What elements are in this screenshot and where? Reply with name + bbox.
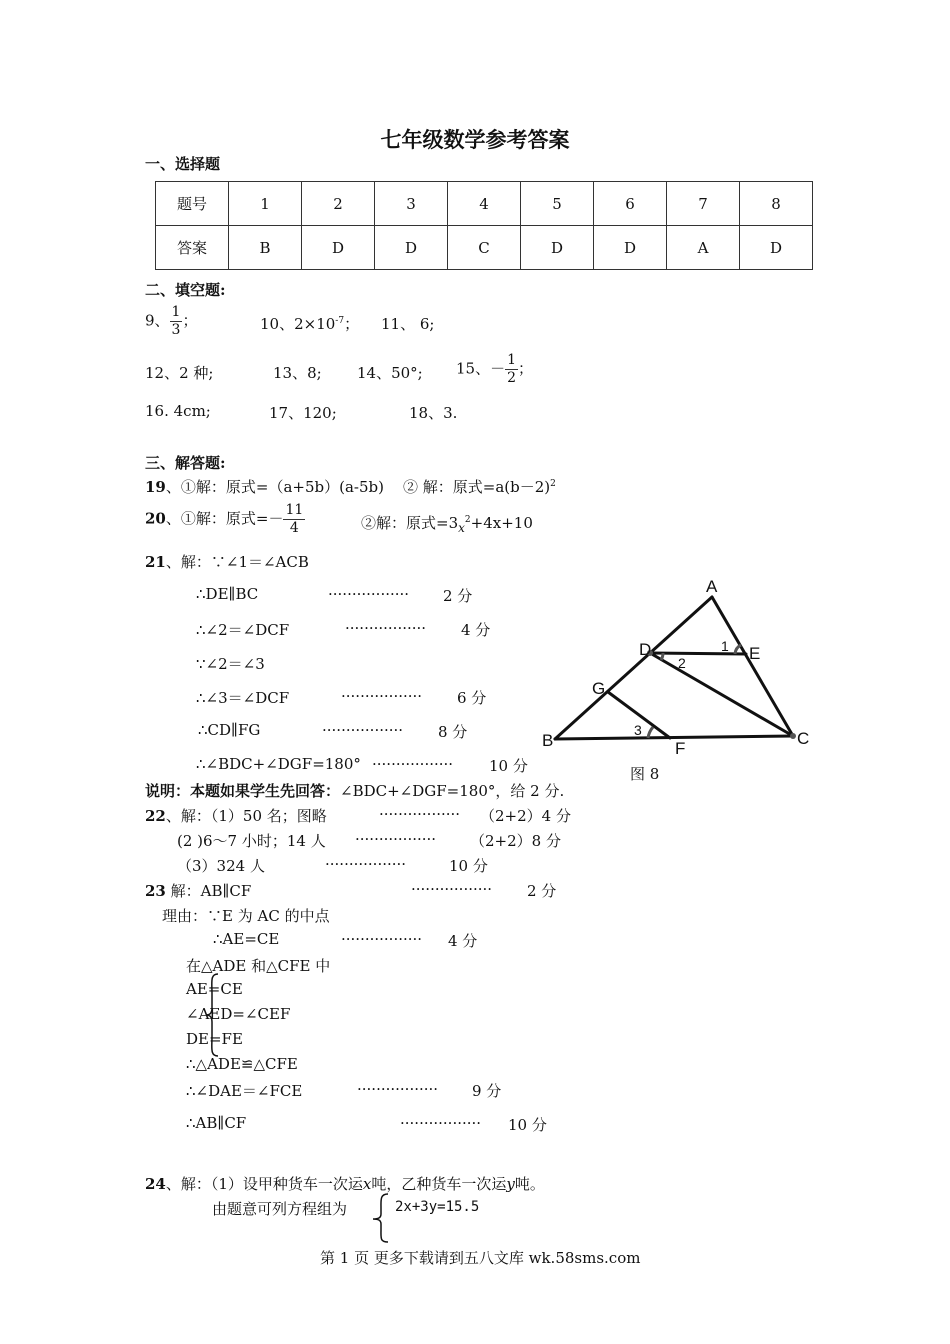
q21-score: 2 分	[443, 587, 473, 605]
q23-cond2: ∠AED=∠CEF	[186, 1005, 291, 1023]
answer-table	[155, 181, 813, 270]
table-cell: 6	[594, 182, 667, 226]
section-fill: 二、填空题:	[145, 281, 226, 299]
q19: 19、①解：原式=（a+5b）(a-5b)	[145, 478, 384, 496]
table-row	[156, 226, 813, 270]
label-d: D	[639, 640, 652, 659]
fill-q15: 15、－ $\frac{1}{2}$ ；	[456, 352, 534, 386]
note: 说明：本题如果学生先回答：∠BDC+∠DGF=180°，给 2 分.	[145, 782, 565, 800]
q19-b: ② 解：原式$=a(b-2)^2$	[403, 478, 556, 496]
geometry-figure	[535, 572, 820, 787]
q23-dots: ·················	[400, 1114, 482, 1132]
q21-dots: ·················	[341, 687, 423, 705]
label-f: F	[675, 739, 686, 758]
section-solve: 三、解答题:	[145, 454, 226, 472]
table-cell: 题号	[156, 182, 229, 226]
table-cell: B	[229, 226, 302, 270]
q22-dots: ·················	[355, 830, 437, 848]
table-row	[156, 182, 813, 226]
brace-icon	[204, 972, 220, 1058]
q23-score: 10 分	[508, 1116, 547, 1134]
point-c	[790, 733, 796, 739]
table-cell: 5	[521, 182, 594, 226]
q24-line2: 由题意可列方程组为	[212, 1200, 348, 1218]
q22-line2: (2 )6～7 小时；14 人	[177, 832, 326, 850]
q21-score: 10 分	[489, 757, 528, 775]
q21-dots: ·················	[322, 721, 404, 739]
q24-equation: 2x+3y=15.5	[395, 1199, 480, 1215]
q23-dots: ·················	[357, 1080, 439, 1098]
q22-score: （2+2）4 分	[480, 807, 571, 825]
fill-q16: 16. 4cm;	[145, 402, 211, 420]
q22-line3: （3）324 人	[177, 857, 265, 875]
table-cell: D	[521, 226, 594, 270]
table-cell: D	[302, 226, 375, 270]
fill-q14: 14、50°;	[357, 364, 423, 382]
q23-parallel: ∴AB∥CF	[186, 1114, 247, 1132]
q21-score: 6 分	[457, 689, 487, 707]
table-cell: D	[740, 226, 813, 270]
fill-q10: 10、$2\times 10^{-7}$；	[260, 315, 360, 333]
q21-score: 8 分	[438, 723, 468, 741]
table-cell: A	[667, 226, 740, 270]
q23-cond3: DE=FE	[186, 1030, 243, 1048]
q21-line: ∴∠BDC+∠DGF=180°	[196, 755, 361, 773]
table-cell: 7	[667, 182, 740, 226]
section-choice: 一、选择题	[145, 155, 221, 173]
q20-b: ②解：原式$=3_x^2+4x+10$	[361, 514, 533, 535]
table-cell: 4	[448, 182, 521, 226]
q23-dots: ·················	[341, 930, 423, 948]
fill-q17: 17、120;	[269, 404, 337, 422]
q23-score: 9 分	[472, 1082, 502, 1100]
q21-line: ∴∠2＝∠DCF	[196, 621, 290, 639]
label-c: C	[797, 729, 810, 748]
angle-2-label: 2	[678, 655, 686, 671]
q21-line: ∴DE∥BC	[196, 585, 259, 603]
q23-dots: ·················	[411, 880, 493, 898]
q23-head: 23 解：AB∥CF	[145, 882, 252, 900]
q22-score: （2+2）8 分	[470, 832, 561, 850]
table-cell: 答案	[156, 226, 229, 270]
angle-3-label: 3	[634, 722, 642, 738]
q23-cond1: AE=CE	[186, 980, 243, 998]
q22-score: 10 分	[449, 857, 488, 875]
fill-q18: 18、3.	[409, 404, 458, 422]
q21-dots: ·················	[328, 585, 410, 603]
q23-congruent: ∴△ADE≌△CFE	[186, 1055, 298, 1073]
table-cell: 3	[375, 182, 448, 226]
label-g: G	[592, 679, 606, 698]
q23-angle: ∴∠DAE＝∠FCE	[186, 1082, 303, 1100]
q23-ae: ∴AE=CE	[213, 930, 280, 948]
table-cell: 8	[740, 182, 813, 226]
page-title: 七年级数学参考答案	[380, 127, 570, 152]
q21-dots: ·················	[372, 755, 454, 773]
table-cell: C	[448, 226, 521, 270]
table-cell: 1	[229, 182, 302, 226]
angle-1-label: 1	[721, 638, 729, 654]
label-e: E	[749, 644, 761, 663]
table-cell: D	[375, 226, 448, 270]
page-footer: 第 1 页 更多下载请到五八文库 wk.58sms.com	[320, 1249, 641, 1267]
q21-dots: ·················	[345, 619, 427, 637]
q24-line1: 24、解：（1）设甲种货车一次运x吨，乙种货车一次运y吨。	[145, 1175, 545, 1193]
q21-line: ∴∠3＝∠DCF	[196, 689, 290, 707]
q22-dots: ·················	[379, 805, 461, 823]
q21-head: 21、解：∵∠1＝∠ACB	[145, 553, 309, 571]
q23-in: 在△ADE 和△CFE 中	[186, 957, 331, 975]
fill-q12: 12、2 种;	[145, 364, 214, 382]
q22-line1: 22、解：（1）50 名；图略	[145, 807, 327, 825]
figure-caption: 图 8	[630, 765, 660, 783]
q20: 20、①解：原式=－ $\frac{11}{4}$	[145, 502, 304, 536]
system-brace-icon	[370, 1192, 390, 1244]
q21-line: ∵∠2＝∠3	[196, 655, 265, 673]
q21-score: 4 分	[461, 621, 491, 639]
q22-dots: ·················	[325, 855, 407, 873]
fill-q9: 9、 $\frac{1}{3}$ ；	[145, 304, 198, 338]
q23-score: 4 分	[448, 932, 478, 950]
table-cell: 2	[302, 182, 375, 226]
fill-q11: 11、 6;	[381, 315, 435, 333]
fill-q13: 13、8;	[273, 364, 322, 382]
q23-reason: 理由：∵E 为 AC 的中点	[162, 907, 330, 925]
label-a: A	[706, 577, 718, 596]
table-cell: D	[594, 226, 667, 270]
q21-line: ∴CD∥FG	[198, 721, 261, 739]
q23-score: 2 分	[527, 882, 557, 900]
label-b: B	[542, 731, 554, 750]
